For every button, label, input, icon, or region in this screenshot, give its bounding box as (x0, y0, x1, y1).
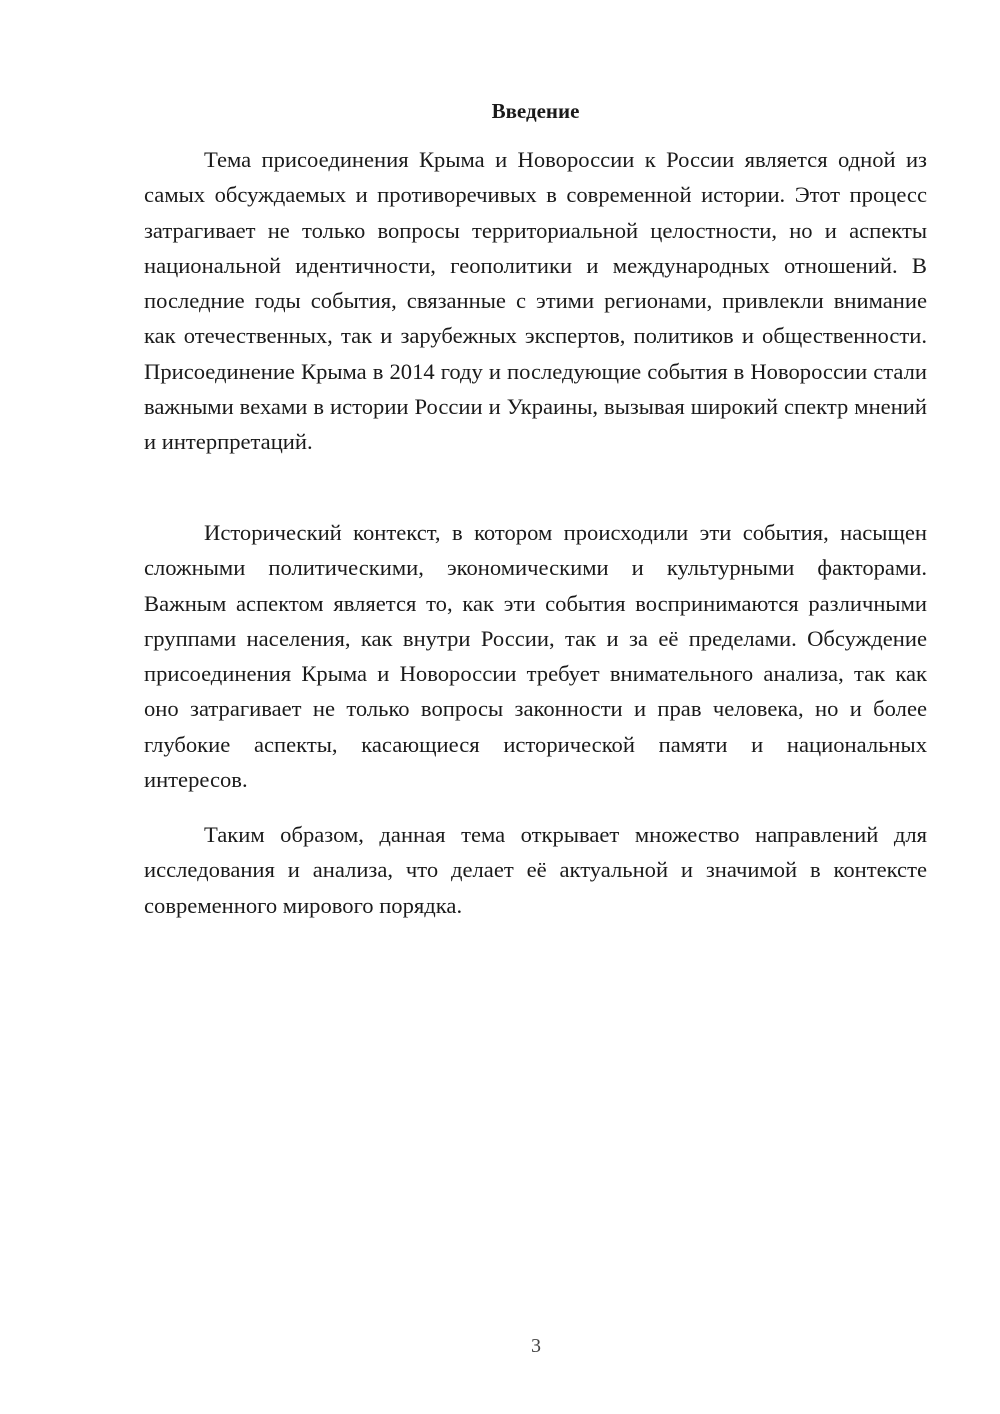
body-paragraph-3: Таким образом, данная тема открывает множество направлений для исследования и анализа, что делает её актуальной и значимой в контексте современного мирового порядка. (144, 822, 927, 918)
body-paragraph-1: Тема присоединения Крыма и Новороссии к России является одной из самых обсуждаемых и противоречивых в современной истории. Этот процесс затрагивает не только вопросы территориальной целостности, но и аспекты национальной идентичности, геополитики и международных отношений. В последние годы события, связанные с этими регионами, привлекли внимание как отечественных, так и зарубежных экспертов, политиков и общественности. Присоединение Крыма в 2014 году и последующие события в Новороссии стали важными вехами в истории России и Украины, вызывая широкий спектр мнений и интерпретаций. (144, 147, 927, 455)
body-paragraph-2: Исторический контекст, в котором происходили эти события, насыщен сложными политическими, экономическими и культурными факторами. Важным аспектом является то, как эти события воспринимаются различными группами населения, как внутри России, так и за её пределами. Обсуждение присоединения Крыма и Новороссии требует внимательного анализа, так как оно затрагивает не только вопросы законности и прав человека, но и более глубокие аспекты, касающиеся исторической памяти и национальных интересов. (144, 520, 927, 793)
section-heading: Введение (491, 99, 580, 123)
page-number: 3 (531, 1335, 541, 1357)
